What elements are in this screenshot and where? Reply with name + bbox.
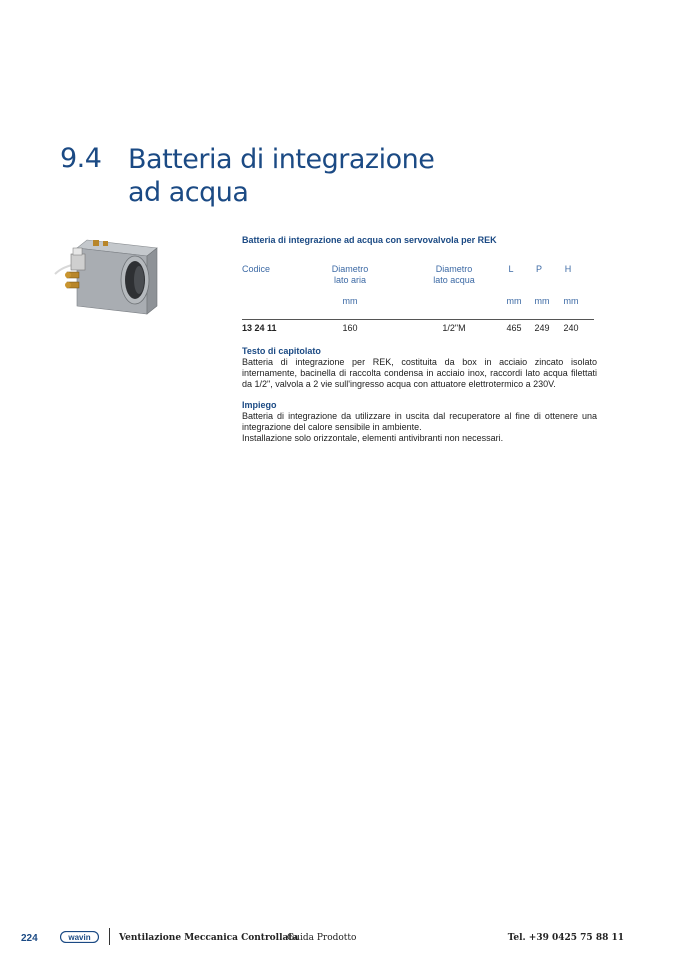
header-diametro-aria xyxy=(320,264,380,286)
wavin-logo xyxy=(60,931,99,943)
row-l: 465 xyxy=(506,323,522,333)
impiego-section xyxy=(242,400,597,444)
header-h: H xyxy=(564,264,572,274)
unit-p: mm xyxy=(534,296,550,306)
capitolato-title: Testo di capitolato xyxy=(242,346,321,356)
section-number: 9.4 xyxy=(60,143,102,174)
row-diametro-acqua: 1/2"M xyxy=(442,323,466,333)
footer-subtitle: Guida Prodotto xyxy=(287,933,357,943)
section-title-line2: ad acqua xyxy=(128,177,249,208)
header-diametro-aria-line2: lato aria xyxy=(333,275,367,285)
header-diametro-aria-line1: Diametro xyxy=(331,264,369,274)
unit-diametro-aria: mm xyxy=(342,296,358,306)
footer-title: Ventilazione Meccanica Controllata xyxy=(119,933,299,943)
header-diametro-acqua-line2: lato acqua xyxy=(433,275,475,285)
row-h: 240 xyxy=(563,323,579,333)
row-p: 249 xyxy=(534,323,550,333)
section-title xyxy=(128,143,528,209)
header-codice: Codice xyxy=(242,264,271,274)
capitolato-section xyxy=(242,346,597,390)
row-diametro-aria: 160 xyxy=(342,323,358,333)
section-title-line1: Batteria di integrazione xyxy=(128,144,435,175)
unit-h: mm xyxy=(563,296,579,306)
unit-l: mm xyxy=(506,296,522,306)
footer-separator xyxy=(109,928,110,945)
wavin-logo-text: wavin xyxy=(68,932,91,942)
header-l: L xyxy=(508,264,514,274)
heating-coil-box-image xyxy=(53,234,165,318)
table-divider xyxy=(242,319,594,320)
capitolato-text: Batteria di integrazione per REK, costituita da box in acciaio zincato isolato internamente, bacinella di raccolta condensa in acciaio inox, raccordi lato acqua filettati da 1/2", valvola a 2 vie sull'ingresso acqua con attuatore elettrotermico a 230V. xyxy=(242,357,597,389)
page-number: 224 xyxy=(21,933,38,944)
header-p: P xyxy=(535,264,542,274)
impiego-text-1: Batteria di integrazione da utilizzare in uscita dal recuperatore al fine di ottenere una integrazione del calore sensibile in ambiente. xyxy=(242,411,597,432)
product-subtitle: Batteria di integrazione ad acqua con servovalvola per REK xyxy=(242,235,497,245)
impiego-text-2: Installazione solo orizzontale, elementi antivibranti non necessari. xyxy=(242,433,504,443)
impiego-title: Impiego xyxy=(242,400,277,410)
header-diametro-acqua-line1: Diametro xyxy=(435,264,473,274)
row-codice: 13 24 11 xyxy=(242,323,277,333)
footer-phone: Tel. +39 0425 75 88 11 xyxy=(507,933,624,943)
header-diametro-acqua xyxy=(424,264,484,286)
